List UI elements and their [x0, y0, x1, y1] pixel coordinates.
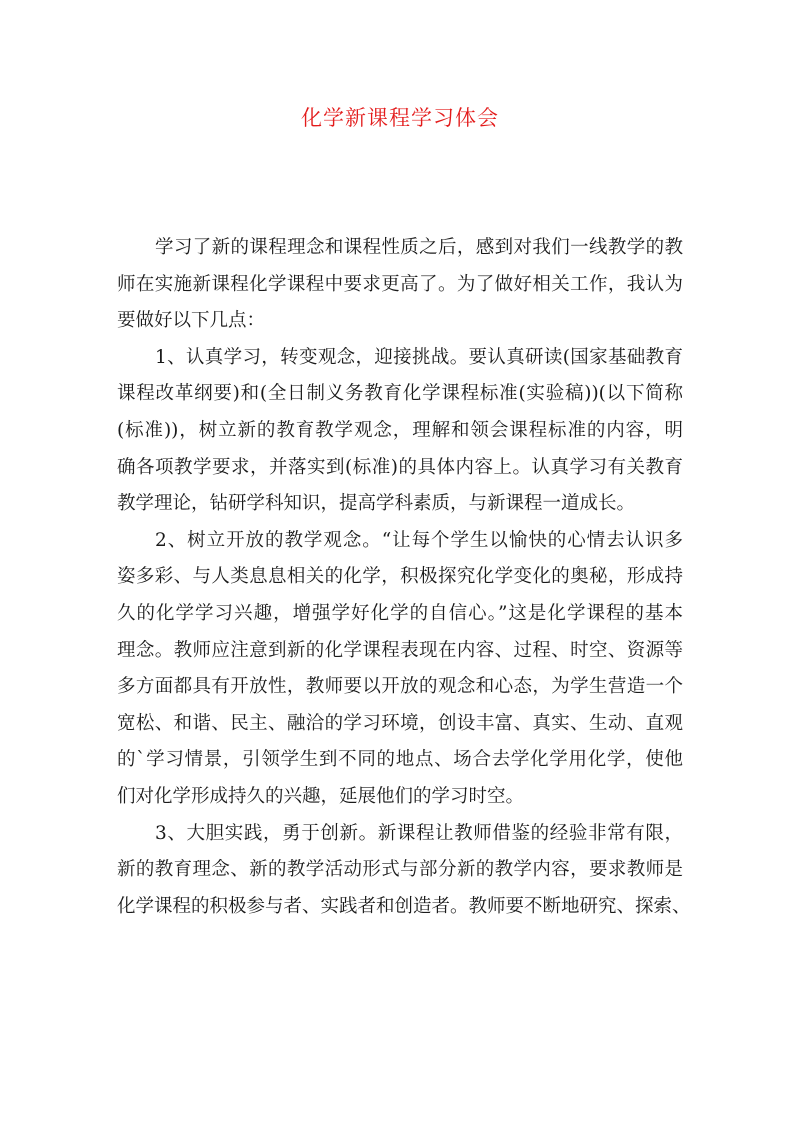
- paragraph-3-line-4: 理念。教师应注意到新的化学课程表现在内容、过程、时空、资源等: [117, 639, 683, 661]
- paragraph-4-line-3: 化学课程的积极参与者、实践者和创造者。教师要不断地研究、探索、: [117, 895, 691, 917]
- document-body: [117, 230, 691, 925]
- paragraph-2-line-3: (标准))，树立新的教育教学观念，理解和领会课程标准的内容，明: [117, 419, 683, 441]
- paragraph-3-line-7: 的`学习情景，引领学生到不同的地点、场合去学化学用化学，使他: [117, 749, 683, 771]
- paragraph-3-line-2: 姿多彩、与人类息息相关的化学，积极探究化学变化的奥秘，形成持: [117, 566, 683, 588]
- paragraph-3-line-1: 2、树立开放的教学观念。“让每个学生以愉快的心情去认识多: [155, 529, 683, 551]
- paragraph-3-line-3: 久的化学学习兴趣，增强学好化学的自信心。”这是化学课程的基本: [117, 602, 683, 624]
- paragraph-1-line-2: 师在实施新课程化学课程中要求更高了。为了做好相关工作，我认为: [117, 273, 683, 295]
- paragraph-3-line-5: 多方面都具有开放性，教师要以开放的观念和心态，为学生营造一个: [117, 676, 683, 698]
- paragraph-1-line-3: 要做好以下几点：: [117, 310, 266, 332]
- paragraph-2-line-4: 确各项教学要求，并落实到(标准)的具体内容上。认真学习有关教育: [117, 456, 683, 478]
- paragraph-2-line-1: 1、认真学习，转变观念，迎接挑战。要认真研读(国家基础教育: [155, 346, 683, 368]
- paragraph-2-line-5: 教学理论，钻研学科知识，提高学科素质，与新课程一道成长。: [117, 493, 636, 515]
- paragraph-4-line-1: 3、大胆实践，勇于创新。新课程让教师借鉴的经验非常有限，: [155, 822, 683, 844]
- paragraph-3-line-8: 们对化学形成持久的兴趣，延展他们的学习时空。: [117, 785, 525, 807]
- paragraph-2-line-2: 课程改革纲要)和(全日制义务教育化学课程标准(实验稿))(以下简称: [117, 383, 683, 405]
- document-title: 化学新课程学习体会: [301, 106, 499, 130]
- paragraph-1-line-1: 学习了新的课程理念和课程性质之后，感到对我们一线教学的教: [155, 237, 683, 258]
- paragraph-4-line-2: 新的教育理念、新的教学活动形式与部分新的教学内容，要求教师是: [117, 859, 683, 881]
- paragraph-3-line-6: 宽松、和谐、民主、融洽的学习环境，创设丰富、真实、生动、直观: [117, 712, 683, 734]
